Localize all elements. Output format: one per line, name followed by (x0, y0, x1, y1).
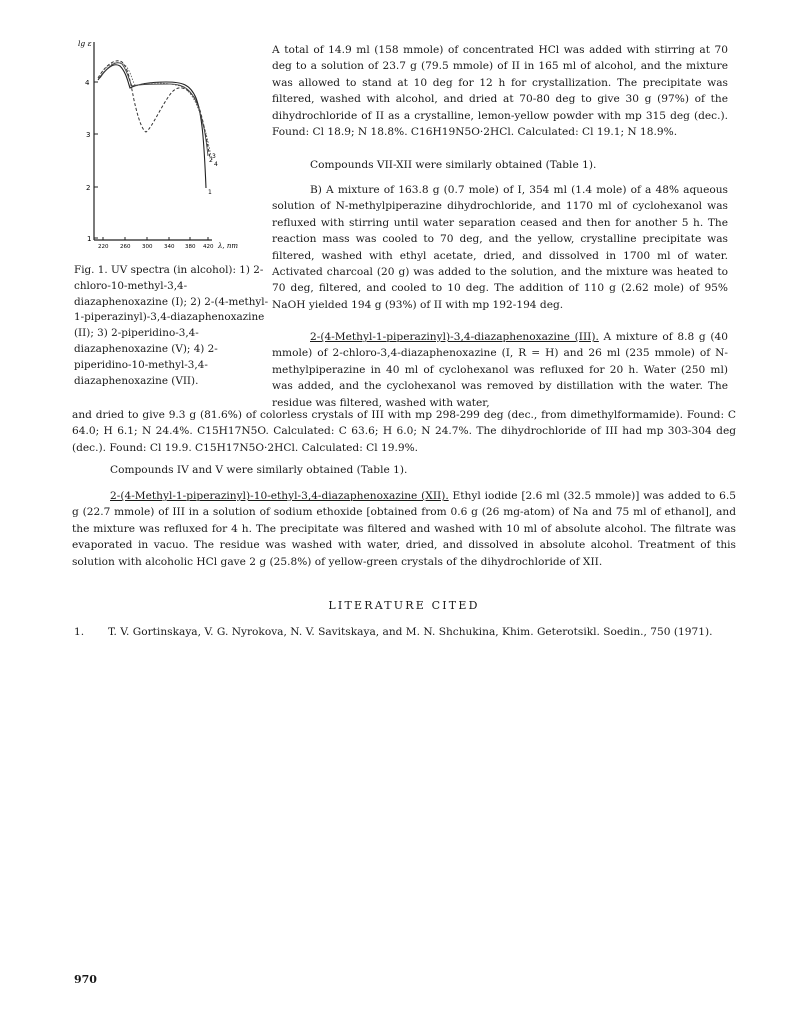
paragraph-compound-xii (72, 488, 736, 570)
figure-caption: Fig. 1. UV spectra (in alcohol): 1) 2-chloro-10-methyl-3,4-diazaphenoxazine (I); 2) 2-(4-methyl-1-piperazinyl)-3,4-diazaphenoxazine (II); 3) 2-piperidino-3,4-diazaphenoxazine (V); 4) 2-piperidino-10-methyl-3,4-diazaphenoxazine (VII). (74, 264, 269, 387)
x-tick-420: 420 (203, 244, 214, 250)
y-tick-2: 2 (86, 184, 91, 192)
reference-text: T. V. Gortinskaya, V. G. Nyrokova, N. V. Savitskaya, and M. N. Shchukina, Khim. Geterotsikl. Soedin., 750 (1971). (108, 626, 713, 638)
paragraph-compounds-vii-xii: Compounds VII-XII were similarly obtained (Table 1). (310, 159, 597, 171)
curve-1 (98, 61, 210, 158)
paragraph-compound-iii (272, 329, 728, 411)
compound-iii-text: A mixture of 8.8 g (40 mmole) of 2-chloro-3,4-diazaphenoxazine (I, R = H) and 26 ml (235 mmole) of N-methylpiperazine in 40 ml of cyclohexanol was refluxed for 20 h. Water (250 ml) was added, and the cyclohexanol was removed by distillation with the water. The residue was filtered, washed with water, (272, 331, 729, 409)
uv-spectra-plot (72, 32, 268, 268)
curve-3 (100, 63, 208, 156)
x-tick-300: 300 (142, 244, 153, 250)
literature-heading: LITERATURE CITED (328, 599, 480, 612)
x-tick-260: 260 (120, 244, 131, 250)
compound-xii-text: Ethyl iodide [2.6 ml (32.5 mmole)] was added to 6.5 g (22.7 mmole) of III in a solution of sodium ethoxide [obtained from 0.6 g (26 mg-atom) of Na and 75 ml of ethanol], and the mixture was refluxed for 4 h. The precipitate was filtered and washed with 10 ml of absolute alcohol. The filtrate was evaporated in vacuo. The residue was washed with water, dried, and dissolved in absolute alcohol. Treatment of this solution with alcoholic HCl gave 2 g (25.8%) of yellow-green crystals of the dihydrochloride of XII. (72, 490, 736, 568)
y-axis-label: lg ε (78, 39, 92, 48)
paragraph-dihydrochloride: A total of 14.9 ml (158 mmole) of concentrated HCl was added with stirring at 70 deg to a solution of 23.7 g (79.5 mmole) of II in 165 ml of alcohol, and the mixture was allowed to stand at 10 deg for 12 h for crystallization. The precipitate was filtered, washed with alcohol, and dried at 70-80 deg to give 30 g (97%) of the dihydrochloride of II as a crystalline, lemon-yellow powder with mp 315 deg (dec.). Found: Cl 18.9; N 18.8%. C16H19N5O·2HCl. Calculated: Cl 19.1; N 18.9%. (272, 44, 728, 139)
curve-4 (102, 63, 212, 160)
x-tick-220: 220 (98, 244, 109, 250)
curve-label-4: 4 (214, 161, 218, 168)
compound-xii-title: 2-(4-Methyl-1-piperazinyl)-10-ethyl-3,4-diazaphenoxazine (XII). (110, 490, 449, 502)
curve-label-1: 1 (208, 189, 212, 196)
x-tick-340: 340 (164, 244, 175, 250)
y-tick-3: 3 (86, 131, 91, 139)
curve-label-2: 2 (209, 157, 213, 164)
paragraph-compounds-iv-v: Compounds IV and V were similarly obtained (Table 1). (110, 464, 408, 476)
x-axis-label: λ, nm (218, 242, 239, 250)
curve-label-3: 3 (212, 153, 216, 160)
paragraph-method-b: B) A mixture of 163.8 g (0.7 mole) of I, 354 ml (1.4 mole) of a 48% aqueous solution of N-methylpiperazine dihydrochloride, and 1170 ml of cyclohexanol was refluxed with stirring until water separation ceased and then for another 5 h. The reaction mass was cooled to 70 deg, and the yellow, crystalline precipitate was filtered, washed with ethyl acetate, dried, and dissolved in 1700 ml of water. Activated charcoal (20 g) was added to the solution, and the mixture was heated to 70 deg, filtered, and cooled to 10 deg. The addition of 110 g (2.62 mole) of 95% NaOH yielded 194 g (93%) of II with mp 192-194 deg. (272, 184, 728, 311)
page-number: 970 (74, 973, 97, 986)
y-tick-1: 1 (87, 235, 92, 243)
x-tick-380: 380 (185, 244, 196, 250)
compound-iii-title: 2-(4-Methyl-1-piperazinyl)-3,4-diazaphenoxazine (III). (310, 331, 599, 343)
uv-spectra-figure (72, 32, 268, 268)
paragraph-compound-iii-continued: and dried to give 9.3 g (81.6%) of colorless crystals of III with mp 298-299 deg (dec., from dimethylformamide). Found: C 64.0; H 6.1; N 24.4%. C15H17N5O. Calculated: C 63.6; H 6.0; N 24.7%. The dihydrochloride of III had mp 303-304 deg (dec.). Found: Cl 19.9. C15H17N5O·2HCl. Calculated: Cl 19.9%. (72, 409, 736, 454)
reference-number: 1. (74, 626, 85, 638)
y-tick-4: 4 (85, 79, 90, 87)
